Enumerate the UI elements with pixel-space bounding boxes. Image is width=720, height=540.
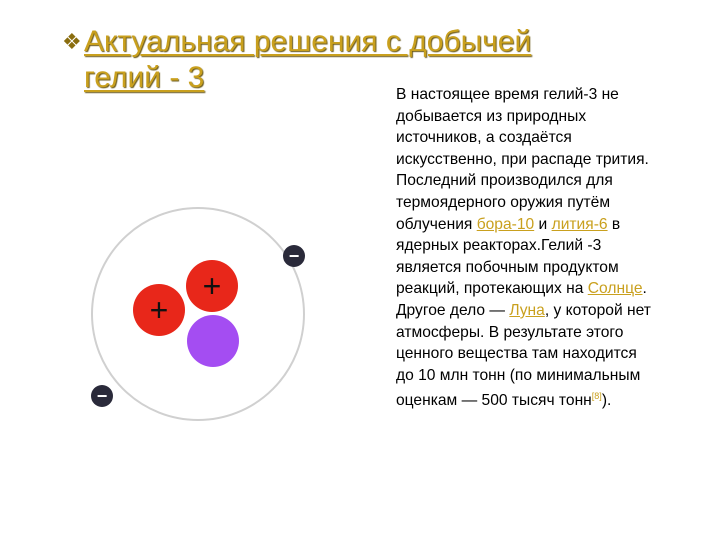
neutron bbox=[187, 315, 239, 367]
title-line-1: Актуальная решения с добычей bbox=[84, 25, 532, 58]
link-lithium-6[interactable]: лития-6 bbox=[551, 215, 608, 233]
text-segment-1: В настоящее время гелий-3 не добывается из природных источников, а создаётся искусственно, при распаде трития. Последний производился для термоядерного оружия путём облучения bbox=[396, 86, 649, 233]
text-segment-4: . Другое дело — bbox=[396, 280, 647, 319]
proton-left-sign: + bbox=[149, 292, 169, 328]
electron-orbit bbox=[92, 208, 304, 420]
reference-8-link[interactable]: [8] bbox=[591, 391, 602, 402]
link-moon[interactable]: Луна bbox=[509, 301, 545, 319]
text-segment-5: , у которой нет атмосферы. В результате этого ценного вещества там находится до 10 млн тонн (по минимальным оценкам — 500 тысяч тонн bbox=[396, 301, 651, 410]
helium-3-description bbox=[396, 84, 658, 412]
text-segment-6: ). bbox=[601, 392, 612, 410]
link-boron-10[interactable]: бора-10 bbox=[476, 215, 535, 233]
link-sun[interactable]: Солнце bbox=[587, 280, 643, 298]
diamond-bullet-icon: ❖ bbox=[62, 29, 82, 54]
electron-top-right-sign: − bbox=[288, 246, 300, 266]
proton-right-sign: + bbox=[202, 268, 222, 304]
text-segment-2: и bbox=[534, 215, 552, 233]
electron-bottom-left-sign: − bbox=[96, 386, 108, 406]
text-segment-3: в ядерных реакторах.Гелий -3 является побочным продуктом реакций, протекающих на bbox=[396, 215, 621, 298]
title-line-2: гелий - 3 bbox=[84, 61, 205, 94]
helium-3-atom-diagram bbox=[78, 196, 338, 436]
